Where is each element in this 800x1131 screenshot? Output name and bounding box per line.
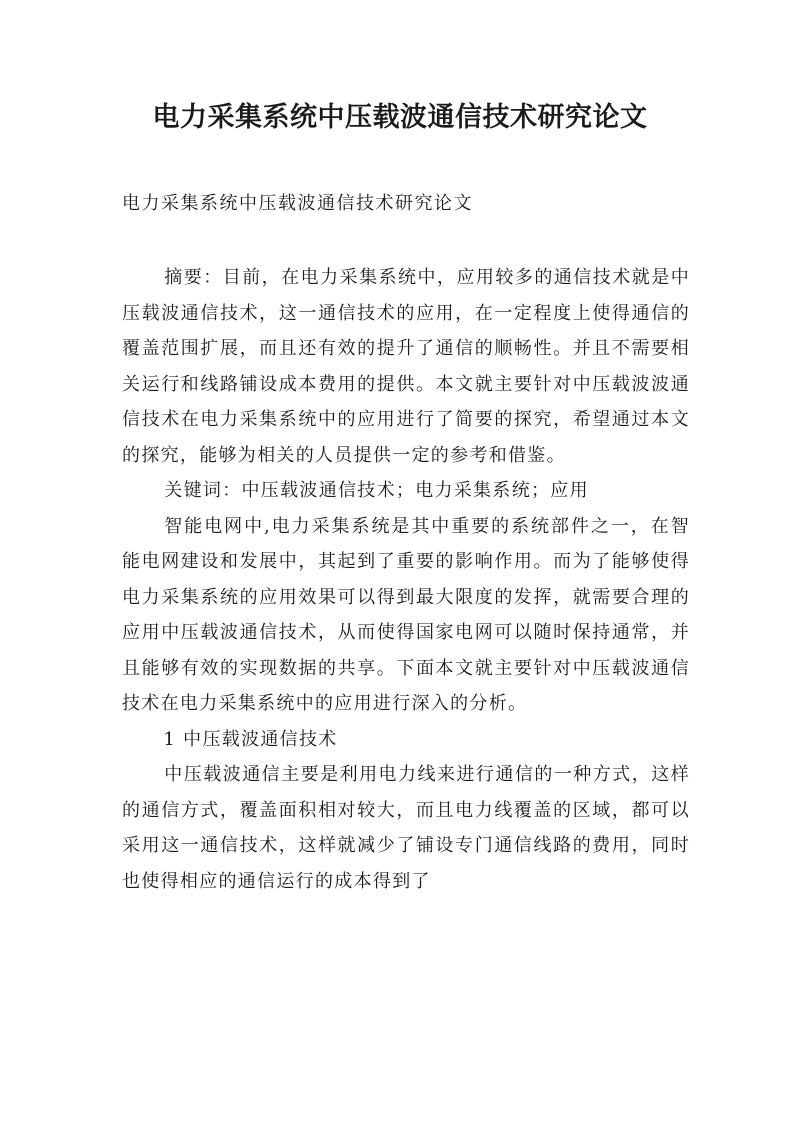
document-body <box>122 260 690 899</box>
document-title: 电力采集系统中压载波通信技术研究论文 <box>152 102 648 133</box>
section-paragraph: 中压载波通信主要是利用电力线来进行通信的一种方式，这样的通信方式，覆盖面积相对较大，而且电力线覆盖的区域，都可以采用这一通信技术，这样就减少了铺设专门通信线路的费用，同时也使得相应的通信运行的成本得到了 <box>122 764 690 892</box>
document-subtitle: 电力采集系统中压载波通信技术研究论文 <box>122 193 473 214</box>
keywords-paragraph: 关键词：中压载波通信技术；电力采集系统；应用 <box>164 480 589 501</box>
intro-paragraph: 智能电网中,电力采集系统是其中重要的系统部件之一，在智能电网建设和发展中，其起到了重要的影响作用。而为了能够使得电力采集系统的应用效果可以得到最大限度的发挥，就需要合理的应用中压载波通信技术，从而使得国家电网可以随时保持通常，并且能够有效的实现数据的共享。下面本文就主要针对中压载波通信技术在电力采集系统中的应用进行深入的分析。 <box>122 515 690 714</box>
section-heading: 1 中压载波通信技术 <box>163 728 338 750</box>
abstract-paragraph: 摘要：目前，在电力采集系统中，应用较多的通信技术就是中压载波通信技术，这一通信技术的应用，在一定程度上使得通信的覆盖范围扩展，而且还有效的提升了通信的顺畅性。并且不需要相关运行和线路铺设成本费用的提供。本文就主要针对中压载波波通信技术在电力采集系统中的应用进行了简要的探究，希望通过本文的探究，能够为相关的人员提供一定的参考和借鉴。 <box>122 267 690 466</box>
